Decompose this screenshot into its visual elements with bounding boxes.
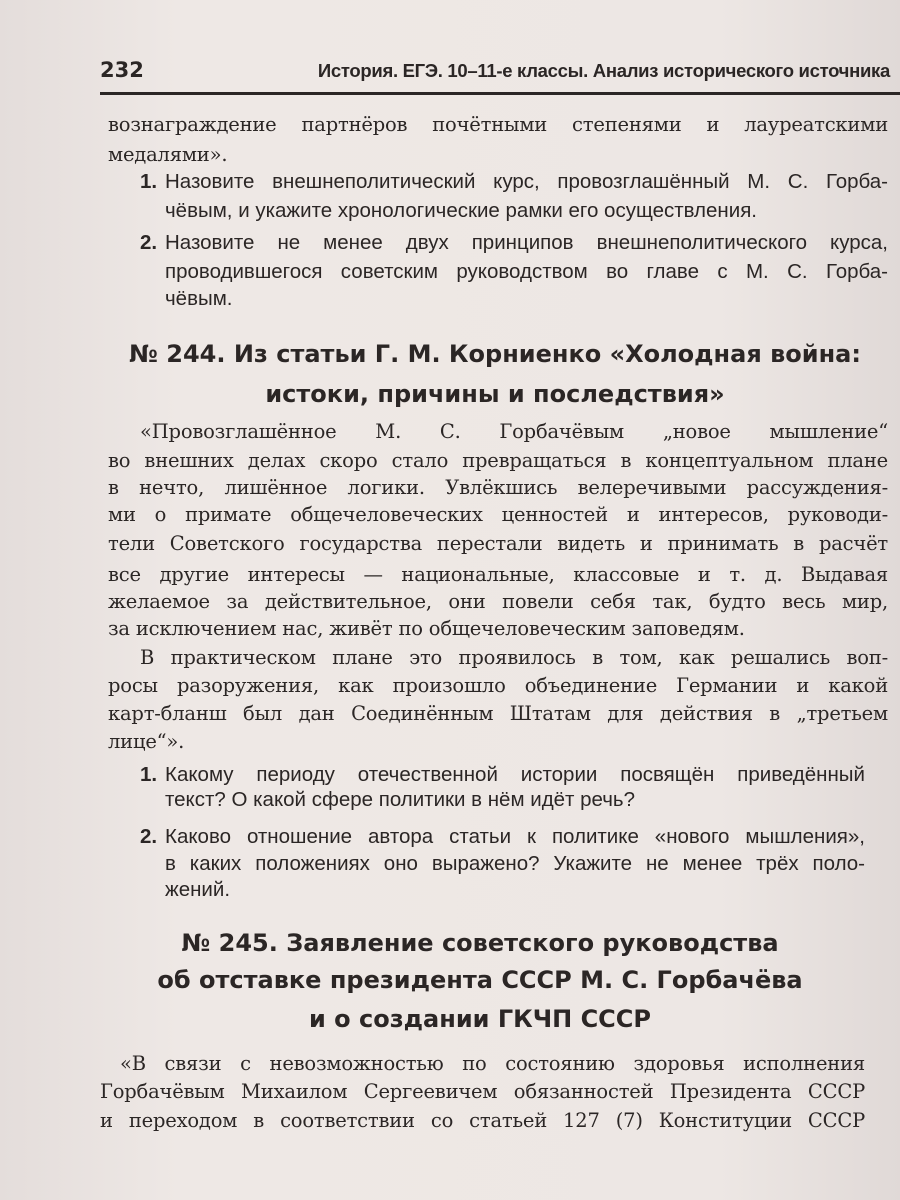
question-line: чёвым, и укажите хронологические рамки его осуществления.	[165, 199, 757, 222]
question-line: Какому периоду отечественной истории посвящён приведённый	[165, 763, 865, 786]
section-244-title: истоки, причины и последствия»	[265, 380, 725, 408]
header-rule	[100, 92, 900, 95]
text-line: в нечто, лишённое логики. Увлёкшись велеречивыми рассуждения-	[108, 476, 888, 499]
page-number: 232	[100, 58, 144, 82]
text-line: во внешних делах скоро стало превращаться в концептуальном плане	[108, 449, 888, 472]
text-line: за исключением нас, живёт по общечеловеческим заповедям.	[108, 617, 745, 640]
text-line: росы разоружения, как произошло объединение Германии и какой	[108, 674, 888, 697]
section-245-title: № 245. Заявление советского руководства	[181, 929, 779, 957]
question-line: Назовите не менее двух принципов внешнеполитического курса,	[165, 231, 888, 254]
text-line: медалями».	[108, 143, 228, 166]
running-title: История. ЕГЭ. 10–11-е классы. Анализ исторического источника	[317, 60, 890, 81]
question-line: в каких положениях оно выражено? Укажите не менее трёх поло-	[165, 852, 865, 875]
text-line: «Провозглашённое М. С. Горбачёвым „новое мышление“	[140, 420, 888, 443]
text-line: и переходом в соответствии со статьей 127 (7) Конституции СССР	[100, 1109, 865, 1132]
question-line: Назовите внешнеполитический курс, провозглашённый М. С. Горба-	[165, 170, 888, 193]
question-line: Каково отношение автора статьи к политике «нового мышления»,	[165, 825, 865, 848]
question-line: жений.	[165, 878, 231, 901]
text-line: В практическом плане это проявилось в том, как решались воп-	[140, 646, 888, 669]
question-line: чёвым.	[165, 287, 233, 310]
text-line: тели Советского государства перестали видеть и принимать в расчёт	[108, 532, 888, 555]
text-line: все другие интересы — национальные, классовые и т. д. Выдавая	[108, 563, 888, 586]
section-245-title: об отставке президента СССР М. С. Горбачёва	[157, 966, 803, 994]
question-number: 2.	[140, 825, 158, 848]
text-line: лице“».	[108, 730, 185, 753]
question-number: 1.	[140, 763, 158, 786]
text-line: желаемое за действительное, они повели себя так, будто весь мир,	[108, 590, 888, 613]
text-line: ми о примате общечеловеческих ценностей и интересов, руководи-	[108, 503, 888, 526]
text-line: «В связи с невозможностью по состоянию здоровья исполнения	[120, 1052, 865, 1075]
question-number: 1.	[140, 170, 158, 193]
text-line: Горбачёвым Михаилом Сергеевичем обязанностей Президента СССР	[100, 1080, 865, 1103]
section-245-title: и о создании ГКЧП СССР	[309, 1005, 651, 1033]
question-line: проводившегося советским руководством во главе с М. С. Горба-	[165, 260, 888, 283]
text-line: карт-бланш был дан Соединённым Штатам для действия в „третьем	[108, 702, 888, 725]
text-line: вознаграждение партнёров почётными степенями и лауреатскими	[108, 113, 888, 136]
question-number: 2.	[140, 231, 158, 254]
question-line: текст? О какой сфере политики в нём идёт речь?	[165, 788, 636, 811]
section-244-title: № 244. Из статьи Г. М. Корниенко «Холодная война:	[129, 340, 861, 368]
